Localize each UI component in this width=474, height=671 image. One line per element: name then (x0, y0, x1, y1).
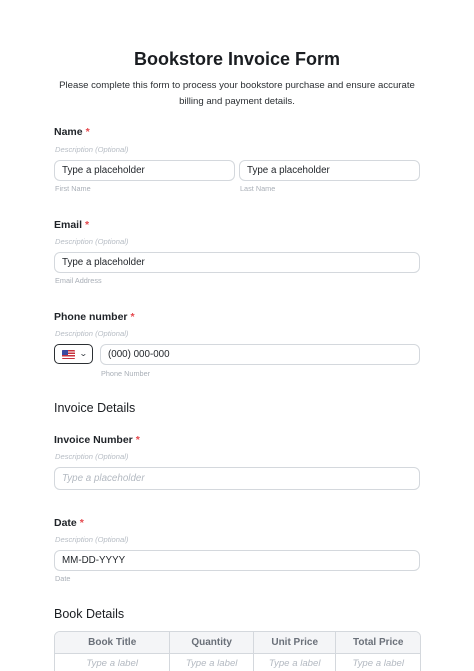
table-cell[interactable] (336, 654, 420, 671)
date-description: Description (Optional) (55, 535, 129, 544)
form-title: Bookstore Invoice Form (133, 49, 341, 69)
email-description: Description (Optional) (55, 237, 129, 246)
form-description: Please complete this form to process your bookstore purchase and ensure accurate billing and payment details. (59, 80, 415, 107)
cell-placeholder: Type a label (352, 658, 405, 669)
cell-placeholder: Type a label (86, 658, 138, 669)
column-header-unit-price: Unit Price (254, 632, 337, 653)
email-input[interactable]: Type a placeholder (54, 252, 420, 273)
required-mark: * (130, 311, 135, 323)
phone-sublabel: Phone Number (101, 369, 151, 378)
date-input[interactable]: MM-DD-YYYY (54, 550, 420, 571)
table-cell[interactable] (170, 654, 254, 671)
table-cell[interactable] (55, 654, 170, 671)
us-flag-icon (62, 350, 75, 359)
table-header (55, 632, 420, 654)
first-name-input[interactable]: Type a placeholder (54, 160, 235, 181)
table-cell[interactable] (254, 654, 337, 671)
first-name-sublabel: First Name (55, 184, 91, 193)
required-mark: * (79, 517, 84, 529)
date-label: Date * (54, 517, 84, 529)
name-description: Description (Optional) (55, 145, 129, 154)
phone-label: Phone number * (54, 311, 135, 323)
table-row (55, 654, 420, 671)
email-label: Email * (54, 219, 90, 231)
column-header-total-price: Total Price (353, 637, 404, 648)
phone-description: Description (Optional) (55, 329, 129, 338)
date-sublabel: Date (55, 574, 71, 583)
country-code-select[interactable] (54, 344, 93, 364)
invoice-number-label: Invoice Number * (54, 434, 140, 446)
book-details-heading: Book Details (54, 607, 125, 621)
cell-placeholder: Type a label (268, 658, 321, 669)
phone-input[interactable]: (000) 000-000 (100, 344, 420, 365)
name-label: Name * (54, 126, 90, 138)
cell-placeholder: Type a label (185, 658, 238, 669)
invoice-details-heading: Invoice Details (54, 401, 136, 415)
required-mark: * (135, 434, 140, 446)
column-header-book-title: Book Title (55, 632, 170, 653)
invoice-number-description: Description (Optional) (55, 452, 129, 461)
required-mark: * (85, 219, 90, 231)
email-sublabel: Email Address (55, 276, 102, 285)
book-details-table (54, 631, 421, 671)
last-name-sublabel: Last Name (240, 184, 276, 193)
invoice-number-input[interactable]: Type a placeholder (54, 467, 420, 490)
chevron-down-icon: ⌄ (78, 349, 88, 358)
required-mark: * (85, 126, 90, 138)
last-name-input[interactable]: Type a placeholder (239, 160, 420, 181)
column-header-quantity: Quantity (170, 632, 254, 653)
